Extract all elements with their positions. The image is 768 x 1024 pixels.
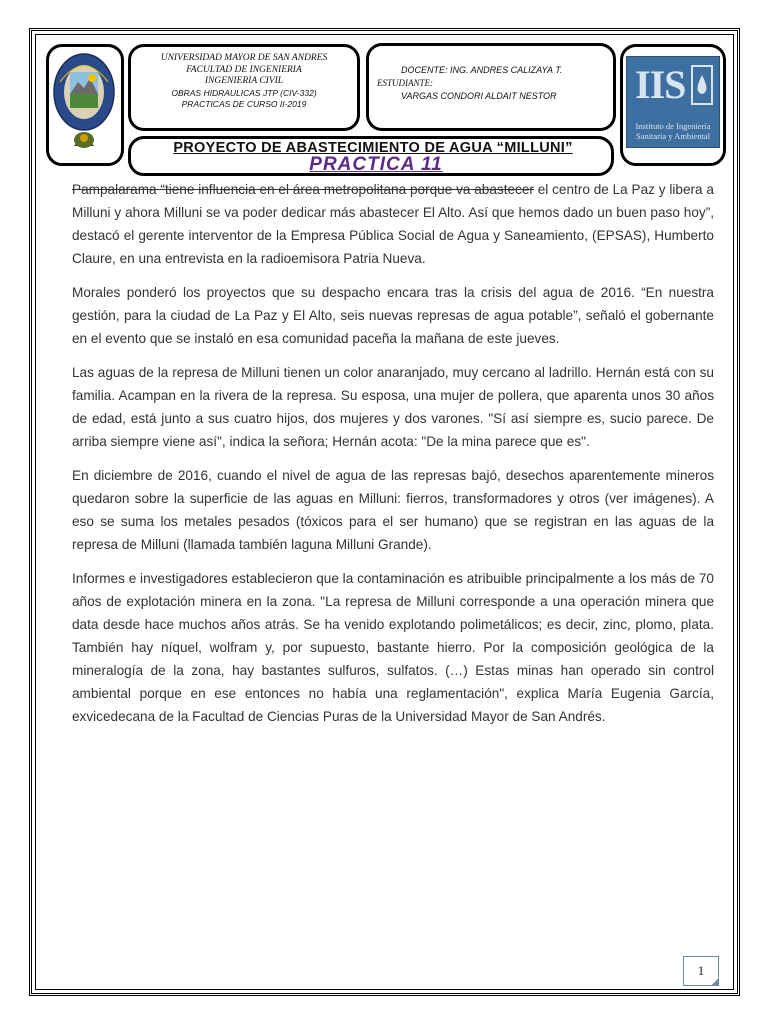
docente-info-frame	[366, 43, 616, 131]
paragraph-1-struck-text: Pampalarama “tiene influencia en el área metropolitana porque va abastecer	[72, 182, 534, 197]
paragraph-2: Morales ponderó los proyectos que su despacho encara tras la crisis del agua de 2016. “En nuestra gestión, para la ciudad de La Paz y El Alto, seis nuevas represas de agua potable”, señaló el gobernante en el evento que se instaló en esa comunidad paceña la mañana de este jueves.	[72, 285, 714, 346]
water-drop-icon	[691, 65, 713, 105]
course-name: OBRAS HIDRAULICAS JTP (CIV-332)	[171, 87, 317, 98]
document-body	[72, 178, 714, 739]
docente-info	[377, 64, 605, 103]
paragraph-4: En diciembre de 2016, cuando el nivel de agua de las represas bajó, desechos aparentemente mineros quedaron sobre la superficie de las aguas en Milluni: fierros, transformadores y otros (ver imágenes). A eso se suma los metales pesados (tóxicos para el ser humano) que se registran en las aguas de la represa de Milluni (llamada también laguna Milluni Grande).	[72, 468, 714, 552]
iis-logo-subtitle	[629, 121, 717, 141]
iis-subtitle-line2: Sanitaria y Ambiental	[635, 131, 711, 141]
paragraph-1	[72, 178, 714, 270]
university-seal-icon	[52, 48, 116, 160]
iis-logo-letters: IIS	[635, 62, 686, 107]
practice-title: PRACTICA 11	[309, 154, 443, 175]
docente-name: DOCENTE: ING. ANDRES CALIZAYA T.	[401, 65, 563, 75]
page-number: 1	[683, 956, 719, 986]
paragraph-1-text: el centro de La Paz y libera a Milluni y ahora Milluni se va poder dedicar más abastecer El Alto. Así que hemos dado un buen paso hoy”, destacó el gerente interventor de la Empresa Pública Social de Agua y Saneamiento, (EPSAS), Humberto Claure, en una entrevista en la radioemisora Patria Nueva.	[72, 182, 714, 266]
iis-subtitle-line1: Instituto de Ingeniería	[635, 121, 711, 131]
faculty-name: FACULTAD DE INGENIERIA	[186, 64, 302, 75]
estudiante-name: VARGAS CONDORI ALDAIT NESTOR	[401, 91, 557, 101]
university-seal-logo	[52, 48, 116, 165]
iis-logo	[626, 56, 720, 148]
estudiante-label: ESTUDIANTE:	[377, 78, 433, 88]
university-name: UNIVERSIDAD MAYOR DE SAN ANDRES	[160, 53, 328, 63]
university-info-frame	[128, 44, 360, 131]
project-title: PROYECTO DE ABASTECIMIENTO DE AGUA “MILLUNI”	[173, 140, 573, 156]
university-info	[131, 53, 357, 111]
paragraph-5: Informes e investigadores establecieron que la contaminación es atribuible principalmente a los más de 70 años de explotación minera en la zona. "La represa de Milluni corresponde a una operación minera que data desde hace muchos años atrás. Se ha venido explotando polimetálicos; es decir, zinc, plomo, plata. También hay níquel, wolfram y, por supuesto, bastante hierro. Por la composición geológica de la mineralogía de la zona, hay bastantes sulfuros, sulfatos. (…) Estas minas han operado sin control ambiental porque en ese entonces no había una reglamentación", explica María Eugenia García, exvicedecana de la Facultad de Ciencias Puras de la Universidad Mayor de San Andrés.	[72, 571, 714, 724]
career-name: INGENIERIA CIVIL	[204, 76, 284, 86]
course-term: PRACTICAS DE CURSO II-2019	[181, 99, 307, 109]
paragraph-3: Las aguas de la represa de Milluni tienen un color anaranjado, muy cercano al ladrillo. Hernán está con su familia. Acampan en la rivera de la represa. Su esposa, una mujer de pollera, que aparenta unos 30 años de edad, está junto a sus cuatro hijos, dos mujeres y dos varones. "Sí así siempre es, sucio parece. De arriba siempre viene así", indica la señora; Hernán acota: "De la mina parece que es".	[72, 365, 714, 449]
